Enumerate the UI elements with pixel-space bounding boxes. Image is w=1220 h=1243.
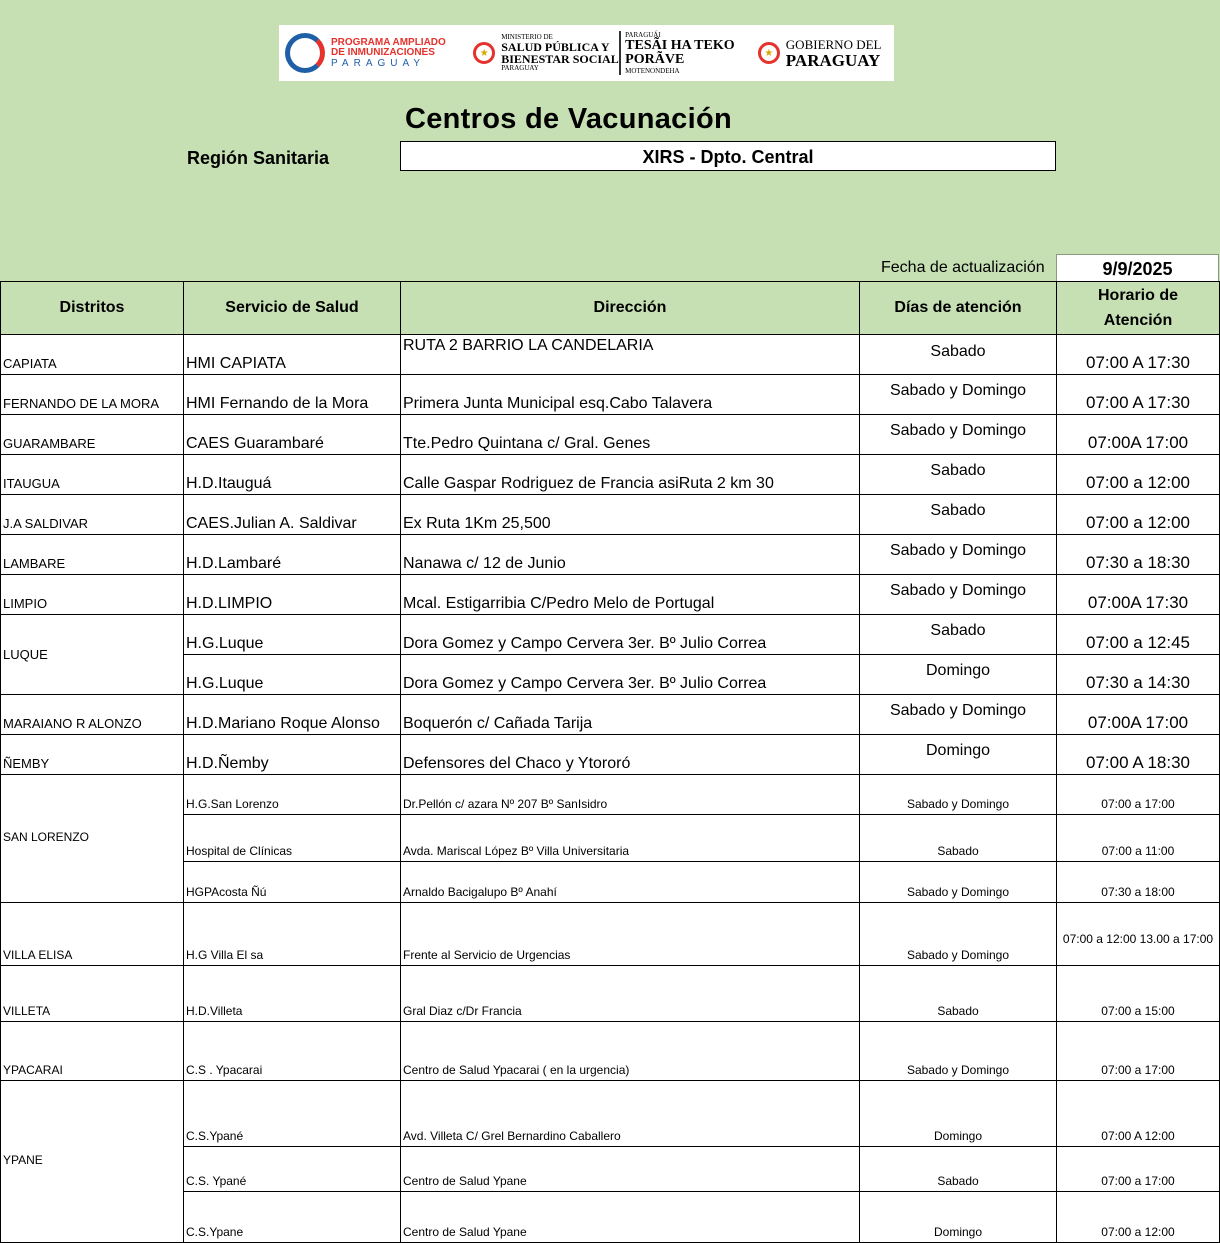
cell-direccion: Dora Gomez y Campo Cervera 3er. Bº Julio Correa xyxy=(401,655,860,695)
msp-seal-icon: ★ xyxy=(473,42,495,64)
cell-dias: Sabado xyxy=(860,495,1057,535)
cell-servicio: HGPAcosta Ñú xyxy=(184,862,401,903)
cell-distrito: VILLA ELISA xyxy=(1,903,184,966)
cell-horario: 07:00A 17:00 xyxy=(1057,415,1220,455)
gobierno-logo xyxy=(746,25,894,81)
cell-servicio: HMI Fernando de la Mora xyxy=(184,375,401,415)
header-dias: Días de atención xyxy=(860,282,1057,335)
table-row xyxy=(1,495,1220,535)
table-row xyxy=(1,335,1220,375)
table-row xyxy=(1,455,1220,495)
cell-horario: 07:00 a 12:00 xyxy=(1057,495,1220,535)
cell-horario: 07:30 a 14:30 xyxy=(1057,655,1220,695)
table-header-row xyxy=(1,282,1220,335)
msp-logo xyxy=(455,25,619,81)
cell-horario: 07:00 A 18:30 xyxy=(1057,735,1220,775)
gobierno-logo-line2: PARAGUAY xyxy=(785,50,881,70)
cell-horario: 07:00 A 12:00 xyxy=(1057,1081,1220,1147)
cell-distrito: YPACARAI xyxy=(1,1022,184,1081)
table-row xyxy=(1,695,1220,735)
pai-logo-line2: DE INMUNIZACIONES xyxy=(331,46,435,58)
cell-servicio: CAES.Julian A. Saldivar xyxy=(184,495,401,535)
cell-direccion: Dr.Pellón c/ azara Nº 207 Bº SanIsidro xyxy=(401,775,860,815)
cell-distrito: LIMPIO xyxy=(1,575,184,615)
cell-distrito: CAPIATA xyxy=(1,335,184,375)
cell-horario: 07:00 a 17:00 xyxy=(1057,775,1220,815)
vaccination-centers-table xyxy=(0,281,1220,1243)
cell-servicio: H.D.Mariano Roque Alonso xyxy=(184,695,401,735)
cell-servicio: H.D.Lambaré xyxy=(184,535,401,575)
table-row xyxy=(1,1081,1220,1147)
cell-distrito: ITAUGUA xyxy=(1,455,184,495)
header-servicio: Servicio de Salud xyxy=(184,282,401,335)
cell-dias: Sabado y Domingo xyxy=(860,903,1057,966)
cell-distrito: YPANE xyxy=(1,1081,184,1243)
cell-distrito: FERNANDO DE LA MORA xyxy=(1,375,184,415)
cell-distrito: MARAIANO R ALONZO xyxy=(1,695,184,735)
cell-distrito: GUARAMBARE xyxy=(1,415,184,455)
cell-horario: 07:00 a 17:00 xyxy=(1057,1022,1220,1081)
cell-horario: 07:00A 17:30 xyxy=(1057,575,1220,615)
cell-horario: 07:00 A 17:30 xyxy=(1057,335,1220,375)
cell-direccion: Tte.Pedro Quintana c/ Gral. Genes xyxy=(401,415,860,455)
pai-logo xyxy=(279,25,455,81)
cell-servicio: H.G.Luque xyxy=(184,615,401,655)
header-distritos: Distritos xyxy=(1,282,184,335)
cell-horario: 07:30 a 18:00 xyxy=(1057,862,1220,903)
table-row xyxy=(1,415,1220,455)
cell-distrito: J.A SALDIVAR xyxy=(1,495,184,535)
cell-direccion: Frente al Servicio de Urgencias xyxy=(401,903,860,966)
cell-direccion: Nanawa c/ 12 de Junio xyxy=(401,535,860,575)
table-row xyxy=(1,903,1220,966)
cell-distrito: LAMBARE xyxy=(1,535,184,575)
cell-dias: Domingo xyxy=(860,1192,1057,1243)
cell-horario: 07:00A 17:00 xyxy=(1057,695,1220,735)
pai-emblem-icon xyxy=(285,33,325,73)
cell-distrito: VILLETA xyxy=(1,966,184,1022)
teko-logo-small-bottom: MOTENONDEHA xyxy=(625,67,680,75)
cell-servicio: H.D.Villeta xyxy=(184,966,401,1022)
cell-dias: Sabado y Domingo xyxy=(860,1022,1057,1081)
cell-servicio: C.S.Ypané xyxy=(184,1081,401,1147)
table-row xyxy=(1,1192,1220,1243)
cell-horario: 07:00 a 12:00 xyxy=(1057,1192,1220,1243)
logos-banner xyxy=(279,25,894,81)
cell-direccion: Centro de Salud Ypacarai ( en la urgencia) xyxy=(401,1022,860,1081)
cell-servicio: H.D.LIMPIO xyxy=(184,575,401,615)
cell-servicio: H.D.Ñemby xyxy=(184,735,401,775)
gobierno-logo-line1: GOBIERNO DEL xyxy=(785,36,882,52)
table-row xyxy=(1,375,1220,415)
cell-horario: 07:30 a 18:30 xyxy=(1057,535,1220,575)
cell-dias: Sabado xyxy=(860,966,1057,1022)
cell-servicio: H.G.San Lorenzo xyxy=(184,775,401,815)
header-horario-line2: Atención xyxy=(1103,312,1173,329)
cell-direccion: Mcal. Estigarribia C/Pedro Melo de Portugal xyxy=(401,575,860,615)
cell-horario: 07:00 a 12:45 xyxy=(1057,615,1220,655)
msp-logo-line1: SALUD PÚBLICA Y xyxy=(501,40,610,54)
cell-direccion: Boquerón c/ Cañada Tarija xyxy=(401,695,860,735)
cell-servicio: C.S.Ypane xyxy=(184,1192,401,1243)
cell-direccion: Centro de Salud Ypane xyxy=(401,1147,860,1192)
cell-direccion: Centro de Salud Ypane xyxy=(401,1192,860,1243)
gobierno-seal-icon: ★ xyxy=(758,42,780,64)
cell-servicio: C.S . Ypacarai xyxy=(184,1022,401,1081)
teko-logo-small-top: PARAGUÁI xyxy=(625,31,661,39)
table-row xyxy=(1,966,1220,1022)
table-row xyxy=(1,735,1220,775)
cell-servicio: H.G.Luque xyxy=(184,655,401,695)
cell-dias: Domingo xyxy=(860,735,1057,775)
region-label: Región Sanitaria xyxy=(187,148,330,168)
cell-dias: Sabado xyxy=(860,1147,1057,1192)
cell-distrito: LUQUE xyxy=(1,615,184,695)
cell-servicio: H.G Villa El sa xyxy=(184,903,401,966)
update-date-value: 9/9/2025 xyxy=(1056,254,1219,282)
cell-dias: Sabado y Domingo xyxy=(860,535,1057,575)
cell-distrito: SAN LORENZO xyxy=(1,775,184,903)
page-title: Centros de Vacunación xyxy=(405,103,732,135)
msp-logo-small-bottom: PARAGUAY xyxy=(501,64,539,72)
header-horario-line1: Horario de xyxy=(1097,287,1178,304)
table-row xyxy=(1,775,1220,815)
cell-direccion: Avda. Mariscal López Bº Villa Universitaria xyxy=(401,815,860,862)
cell-dias: Sabado xyxy=(860,615,1057,655)
header-direccion: Dirección xyxy=(401,282,860,335)
cell-dias: Sabado y Domingo xyxy=(860,862,1057,903)
cell-servicio: CAES Guarambaré xyxy=(184,415,401,455)
cell-dias: Sabado y Domingo xyxy=(860,695,1057,735)
header-horario xyxy=(1057,282,1220,335)
table-row xyxy=(1,815,1220,862)
cell-dias: Domingo xyxy=(860,655,1057,695)
msp-logo-line2: BIENESTAR SOCIAL xyxy=(501,52,619,66)
cell-dias: Sabado y Domingo xyxy=(860,775,1057,815)
region-value: XIRS - Dpto. Central xyxy=(400,141,1056,171)
cell-direccion: Defensores del Chaco y Ytororó xyxy=(401,735,860,775)
cell-direccion: Ex Ruta 1Km 25,500 xyxy=(401,495,860,535)
table-row xyxy=(1,862,1220,903)
pai-logo-line3: PARAGUAY xyxy=(331,57,426,69)
cell-dias: Sabado y Domingo xyxy=(860,575,1057,615)
teko-logo-line2: PORÃVE xyxy=(625,52,685,67)
cell-direccion: Dora Gomez y Campo Cervera 3er. Bº Julio Correa xyxy=(401,615,860,655)
teko-logo xyxy=(619,31,746,75)
cell-direccion: Arnaldo Bacigalupo Bº Anahí xyxy=(401,862,860,903)
cell-dias: Sabado y Domingo xyxy=(860,375,1057,415)
header-area xyxy=(0,0,1220,282)
cell-dias: Sabado y Domingo xyxy=(860,415,1057,455)
cell-servicio: Hospital de Clínicas xyxy=(184,815,401,862)
cell-servicio: H.D.Itauguá xyxy=(184,455,401,495)
pai-logo-line1: PROGRAMA AMPLIADO xyxy=(331,36,446,48)
cell-servicio: HMI CAPIATA xyxy=(184,335,401,375)
msp-logo-small-top: MINISTERIO DE xyxy=(501,33,553,41)
cell-horario: 07:00 a 15:00 xyxy=(1057,966,1220,1022)
cell-horario: 07:00 a 11:00 xyxy=(1057,815,1220,862)
cell-dias: Sabado xyxy=(860,815,1057,862)
cell-direccion: Primera Junta Municipal esq.Cabo Talavera xyxy=(401,375,860,415)
cell-horario: 07:00 A 17:30 xyxy=(1057,375,1220,415)
cell-servicio: C.S. Ypané xyxy=(184,1147,401,1192)
table-row xyxy=(1,1022,1220,1081)
table-row xyxy=(1,655,1220,695)
cell-distrito: ÑEMBY xyxy=(1,735,184,775)
cell-horario: 07:00 a 17:00 xyxy=(1057,1147,1220,1192)
cell-dias: Domingo xyxy=(860,1081,1057,1147)
cell-direccion: RUTA 2 BARRIO LA CANDELARIA xyxy=(401,335,860,375)
table-row xyxy=(1,615,1220,655)
cell-horario: 07:00 a 12:00 xyxy=(1057,455,1220,495)
cell-dias: Sabado xyxy=(860,455,1057,495)
cell-direccion: Gral Diaz c/Dr Francia xyxy=(401,966,860,1022)
cell-dias: Sabado xyxy=(860,335,1057,375)
table-row xyxy=(1,575,1220,615)
cell-horario: 07:00 a 12:00 13.00 a 17:00 xyxy=(1057,903,1220,966)
table-row xyxy=(1,535,1220,575)
table-row xyxy=(1,1147,1220,1192)
cell-direccion: Calle Gaspar Rodriguez de Francia asiRuta 2 km 30 xyxy=(401,455,860,495)
teko-logo-line1: TESÃI HA TEKO xyxy=(625,38,735,53)
update-date-label: Fecha de actualización xyxy=(881,259,1045,276)
cell-direccion: Avd. Villeta C/ Grel Bernardino Caballero xyxy=(401,1081,860,1147)
